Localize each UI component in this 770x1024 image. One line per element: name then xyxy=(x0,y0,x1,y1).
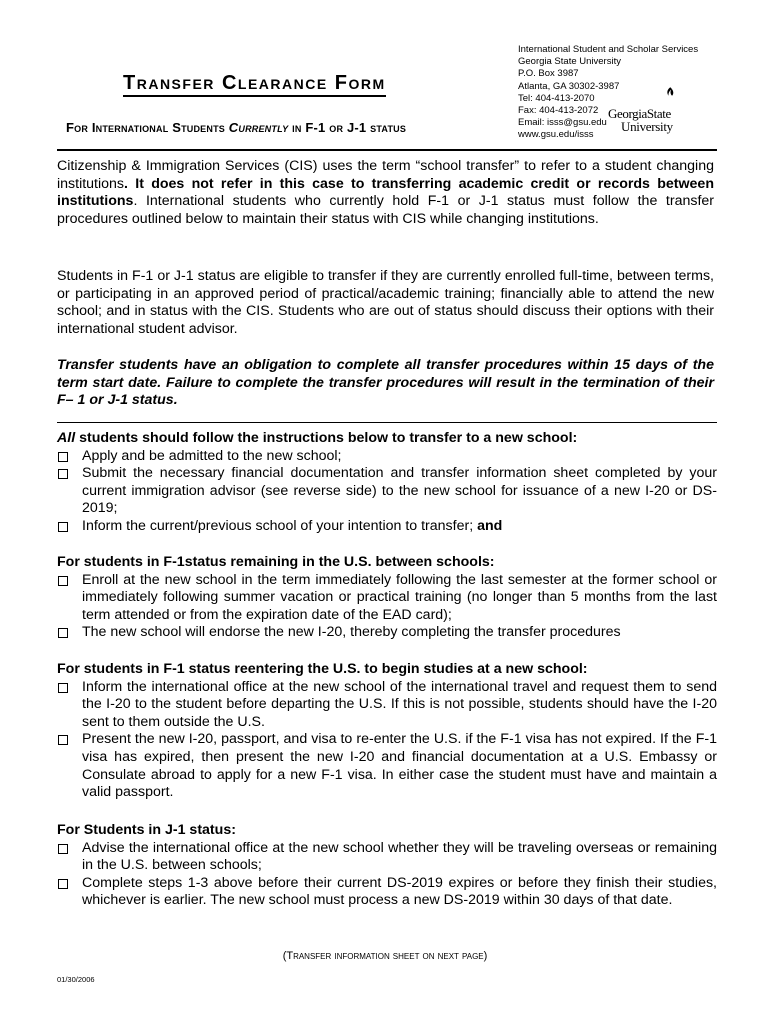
subtitle-suffix: in F-1 or J-1 status xyxy=(288,120,407,135)
intro-p1-text-a: Citizenship & Immigration Services (CIS) uses the term “school transfer” to refer to a student changing institutions xyxy=(57,158,714,192)
header-divider xyxy=(57,149,717,151)
checklist-item xyxy=(57,731,717,801)
intro-paragraph-1 xyxy=(57,158,714,228)
subtitle-emphasis: Currently xyxy=(228,120,289,135)
f1-remaining-section xyxy=(57,554,717,642)
section-divider xyxy=(57,422,717,423)
checkbox[interactable] xyxy=(58,522,68,532)
section-heading: For students in F-1 status reentering the U.S. to begin studies at a new school: xyxy=(57,661,588,677)
address-line: Email: isss@gsu.edu xyxy=(518,117,607,129)
checklist-item-text: Inform the international office at the new school of the international travel and request them to send the I-20 to the student before departing the U.S. If this is not possible, students should have the I-20 sent to them outside the U.S. xyxy=(82,678,717,730)
checklist-item xyxy=(57,679,717,732)
heading-text: students should follow the instructions below to transfer to a new school: xyxy=(75,430,578,446)
section-heading xyxy=(57,430,717,448)
checklist-item-bold: and xyxy=(477,517,503,534)
address-line: Tel: 404-413-2070 xyxy=(518,92,595,104)
checklist-item-text: Complete steps 1-3 above before their current DS-2019 expires or before they finish their studies, whichever is earlier. The new school must process a new DS-2019 within 30 days of that date. xyxy=(82,874,717,909)
checklist-item xyxy=(57,448,717,466)
checklist-item-text: Advise the international office at the new school whether they will be traveling overseas or remaining in the U.S. between schools; xyxy=(82,839,717,874)
checklist-item xyxy=(57,518,717,536)
checkbox[interactable] xyxy=(58,879,68,889)
address-line: Fax: 404-413-2072 xyxy=(518,105,599,117)
checklist-item-text: Apply and be admitted to the new school; xyxy=(82,447,342,464)
next-page-note: (Transfer information sheet on next page) xyxy=(282,950,488,962)
address-line: P.O. Box 3987 xyxy=(518,68,579,80)
logo-wordmark-line1: GeorgiaState xyxy=(608,106,671,121)
checklist-item-text: Inform the current/previous school of your intention to transfer; xyxy=(82,517,478,534)
checkbox[interactable] xyxy=(58,844,68,854)
checklist-item xyxy=(57,840,717,875)
f1-reentering-section xyxy=(57,661,717,802)
intro-p1-bold: . It does not refer in this case to transferring academic credit or records between institutions xyxy=(57,175,714,210)
checkbox[interactable] xyxy=(58,469,68,479)
subtitle-prefix: For International Students xyxy=(66,120,229,135)
j1-section xyxy=(57,822,717,910)
checklist-item-text: Enroll at the new school in the term immediately following the last semester at the former school or immediately following summer vacation or practical training (no longer than 5 months from the last term attended or from the expiration date of the EAD card); xyxy=(82,571,717,623)
checklist-item xyxy=(57,875,717,910)
section-heading: For Students in J-1 status: xyxy=(57,822,236,838)
revision-date: 01/30/2006 xyxy=(57,975,95,984)
intro-p1-text-b: . International students who currently hold F-1 or J-1 status must follow the transfer procedures outlined below to maintain their status with CIS while changing institutions. xyxy=(57,193,714,227)
form-subtitle xyxy=(66,120,406,135)
address-line: www.gsu.edu/isss xyxy=(518,129,594,141)
checkbox[interactable] xyxy=(58,576,68,586)
checklist-item xyxy=(57,624,717,642)
checkbox[interactable] xyxy=(58,452,68,462)
all-students-section xyxy=(57,430,717,536)
section-heading: For students in F-1status remaining in the U.S. between schools: xyxy=(57,554,495,570)
address-line: Georgia State University xyxy=(518,56,621,68)
address-line: Atlanta, GA 30302-3987 xyxy=(518,80,620,92)
checklist-item-text: The new school will endorse the new I-20, thereby completing the transfer procedures xyxy=(82,624,621,641)
heading-emphasis: All xyxy=(57,430,76,446)
checklist-item-text: Submit the necessary financial documentation and transfer information sheet completed by your current immigration advisor (see reverse side) to the new school for issuance of a new I-20 or DS-2019; xyxy=(82,465,717,517)
obligation-paragraph: Transfer students have an obligation to complete all transfer procedures within 15 days of the term start date. Failure to complete the transfer procedures will result in the termination of their F– 1 or J-1 status. xyxy=(57,357,714,409)
checklist-item-text: Present the new I-20, passport, and visa to re-enter the U.S. if the F-1 visa has not expired. If the F-1 visa has expired, then present the new I-20 and financial documentation at a U.S. Embassy or Consulate abroad to apply for a new F-1 visa. In either case the student must have and maintain a valid passport. xyxy=(82,731,717,801)
address-line: International Student and Scholar Services xyxy=(518,44,699,55)
checkbox[interactable] xyxy=(58,735,68,745)
logo-wordmark-line2: University xyxy=(621,119,673,134)
intro-paragraph-2: Students in F-1 or J-1 status are eligible to transfer if they are currently enrolled full-time, between terms, or participating in an approved period of practical/academic training; financially able to attend the new school; and in status with the CIS. Students who are out of status should discuss their options with their international student advisor. xyxy=(57,268,714,337)
checkbox[interactable] xyxy=(58,628,68,638)
form-title: Transfer Clearance Form xyxy=(123,72,386,97)
checklist-item xyxy=(57,465,717,518)
checkbox[interactable] xyxy=(58,683,68,693)
checklist-item xyxy=(57,572,717,625)
